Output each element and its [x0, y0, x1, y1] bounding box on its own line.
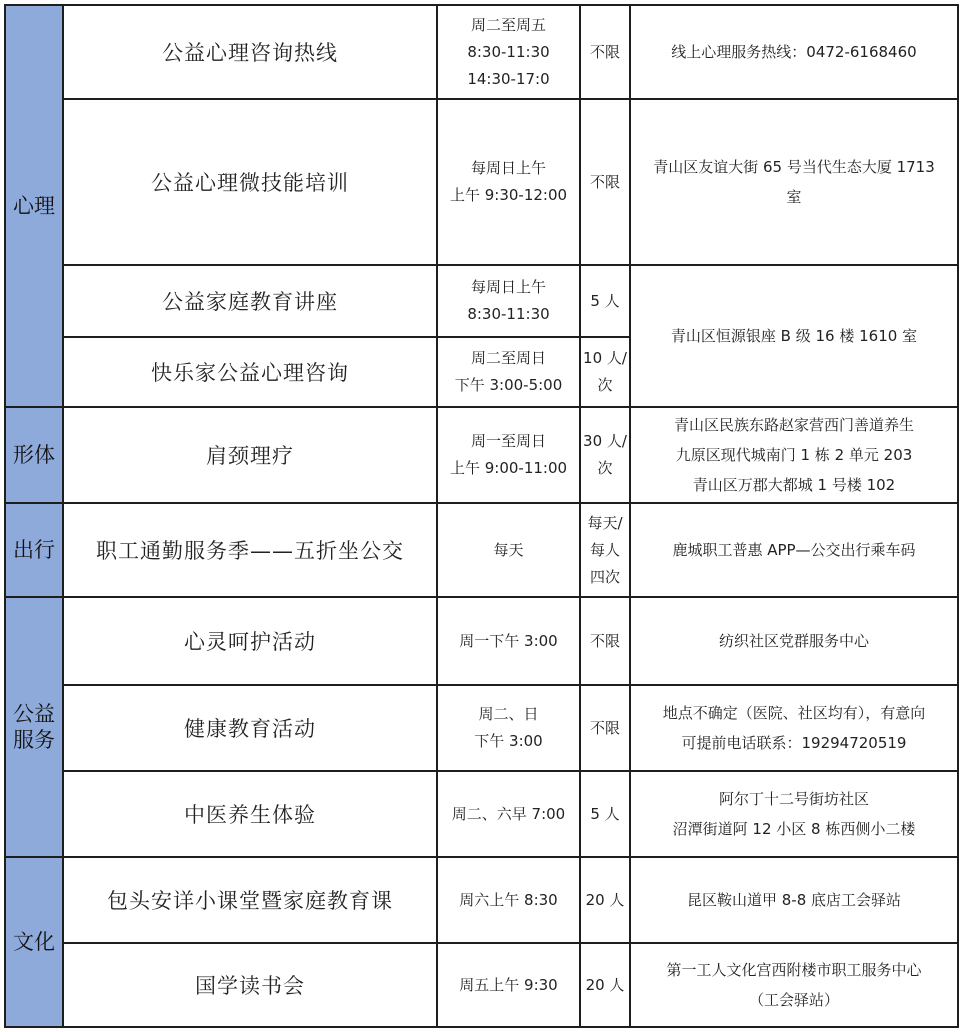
activity-schedule-table — [4, 4, 959, 1028]
activity-quota: 不限 — [580, 597, 630, 685]
activity-quota: 20 人 — [580, 857, 630, 943]
activity-time: 周二、六早 7:00 — [437, 771, 580, 857]
activity-quota: 5 人 — [580, 265, 630, 337]
activity-quota: 不限 — [580, 685, 630, 771]
activity-time: 周二至周日 下午 3:00-5:00 — [437, 337, 580, 407]
activity-time: 每周日上午 8:30-11:30 — [437, 265, 580, 337]
activity-quota: 30 人/ 次 — [580, 407, 630, 503]
table-row — [5, 503, 958, 597]
table-row — [5, 771, 958, 857]
activity-quota: 不限 — [580, 99, 630, 265]
table-row — [5, 857, 958, 943]
category-cell: 公益 服务 — [5, 597, 63, 857]
activity-time: 周五上午 9:30 — [437, 943, 580, 1027]
activity-name: 快乐家公益心理咨询 — [63, 337, 437, 407]
activity-quota: 20 人 — [580, 943, 630, 1027]
activity-location: 青山区恒源银座 B 级 16 楼 1610 室 — [630, 265, 958, 407]
activity-name: 心灵呵护活动 — [63, 597, 437, 685]
activity-time: 每周日上午 上午 9:30-12:00 — [437, 99, 580, 265]
table-row — [5, 265, 958, 337]
category-cell: 出行 — [5, 503, 63, 597]
activity-location: 线上心理服务热线：0472-6168460 — [630, 5, 958, 99]
activity-location: 青山区民族东路赵家营西门善道养生 九原区现代城南门 1 栋 2 单元 203 青山区万郡大都城 1 号楼 102 — [630, 407, 958, 503]
activity-time: 周六上午 8:30 — [437, 857, 580, 943]
activity-quota: 每天/ 每人 四次 — [580, 503, 630, 597]
table-row — [5, 99, 958, 265]
activity-quota: 不限 — [580, 5, 630, 99]
activity-name: 职工通勤服务季——五折坐公交 — [63, 503, 437, 597]
activity-name: 包头安详小课堂暨家庭教育课 — [63, 857, 437, 943]
activity-time: 周一至周日 上午 9:00-11:00 — [437, 407, 580, 503]
category-cell: 形体 — [5, 407, 63, 503]
activity-location: 鹿城职工普惠 APP—公交出行乘车码 — [630, 503, 958, 597]
activity-quota: 5 人 — [580, 771, 630, 857]
activity-time: 每天 — [437, 503, 580, 597]
table-row — [5, 943, 958, 1027]
activity-time: 周二、日 下午 3:00 — [437, 685, 580, 771]
activity-location: 第一工人文化宫西附楼市职工服务中心 （工会驿站） — [630, 943, 958, 1027]
activity-name: 国学读书会 — [63, 943, 437, 1027]
activity-location: 阿尔丁十二号街坊社区 沼潭街道阿 12 小区 8 栋西侧小二楼 — [630, 771, 958, 857]
activity-location: 青山区友谊大街 65 号当代生态大厦 1713 室 — [630, 99, 958, 265]
activity-time: 周二至周五 8:30-11:30 14:30-17:0 — [437, 5, 580, 99]
activity-name: 中医养生体验 — [63, 771, 437, 857]
activity-quota: 10 人/ 次 — [580, 337, 630, 407]
activity-name: 公益心理微技能培训 — [63, 99, 437, 265]
table-row — [5, 597, 958, 685]
category-cell: 心理 — [5, 5, 63, 407]
category-cell: 文化 — [5, 857, 63, 1027]
activity-location: 地点不确定（医院、社区均有），有意向 可提前电话联系：19294720519 — [630, 685, 958, 771]
activity-name: 公益家庭教育讲座 — [63, 265, 437, 337]
activity-name: 公益心理咨询热线 — [63, 5, 437, 99]
activity-name: 肩颈理疗 — [63, 407, 437, 503]
activity-name: 健康教育活动 — [63, 685, 437, 771]
table-row — [5, 407, 958, 503]
activity-time: 周一下午 3:00 — [437, 597, 580, 685]
activity-location: 昆区鞍山道甲 8-8 底店工会驿站 — [630, 857, 958, 943]
table-row — [5, 5, 958, 99]
activity-location: 纺织社区党群服务中心 — [630, 597, 958, 685]
table-row — [5, 685, 958, 771]
